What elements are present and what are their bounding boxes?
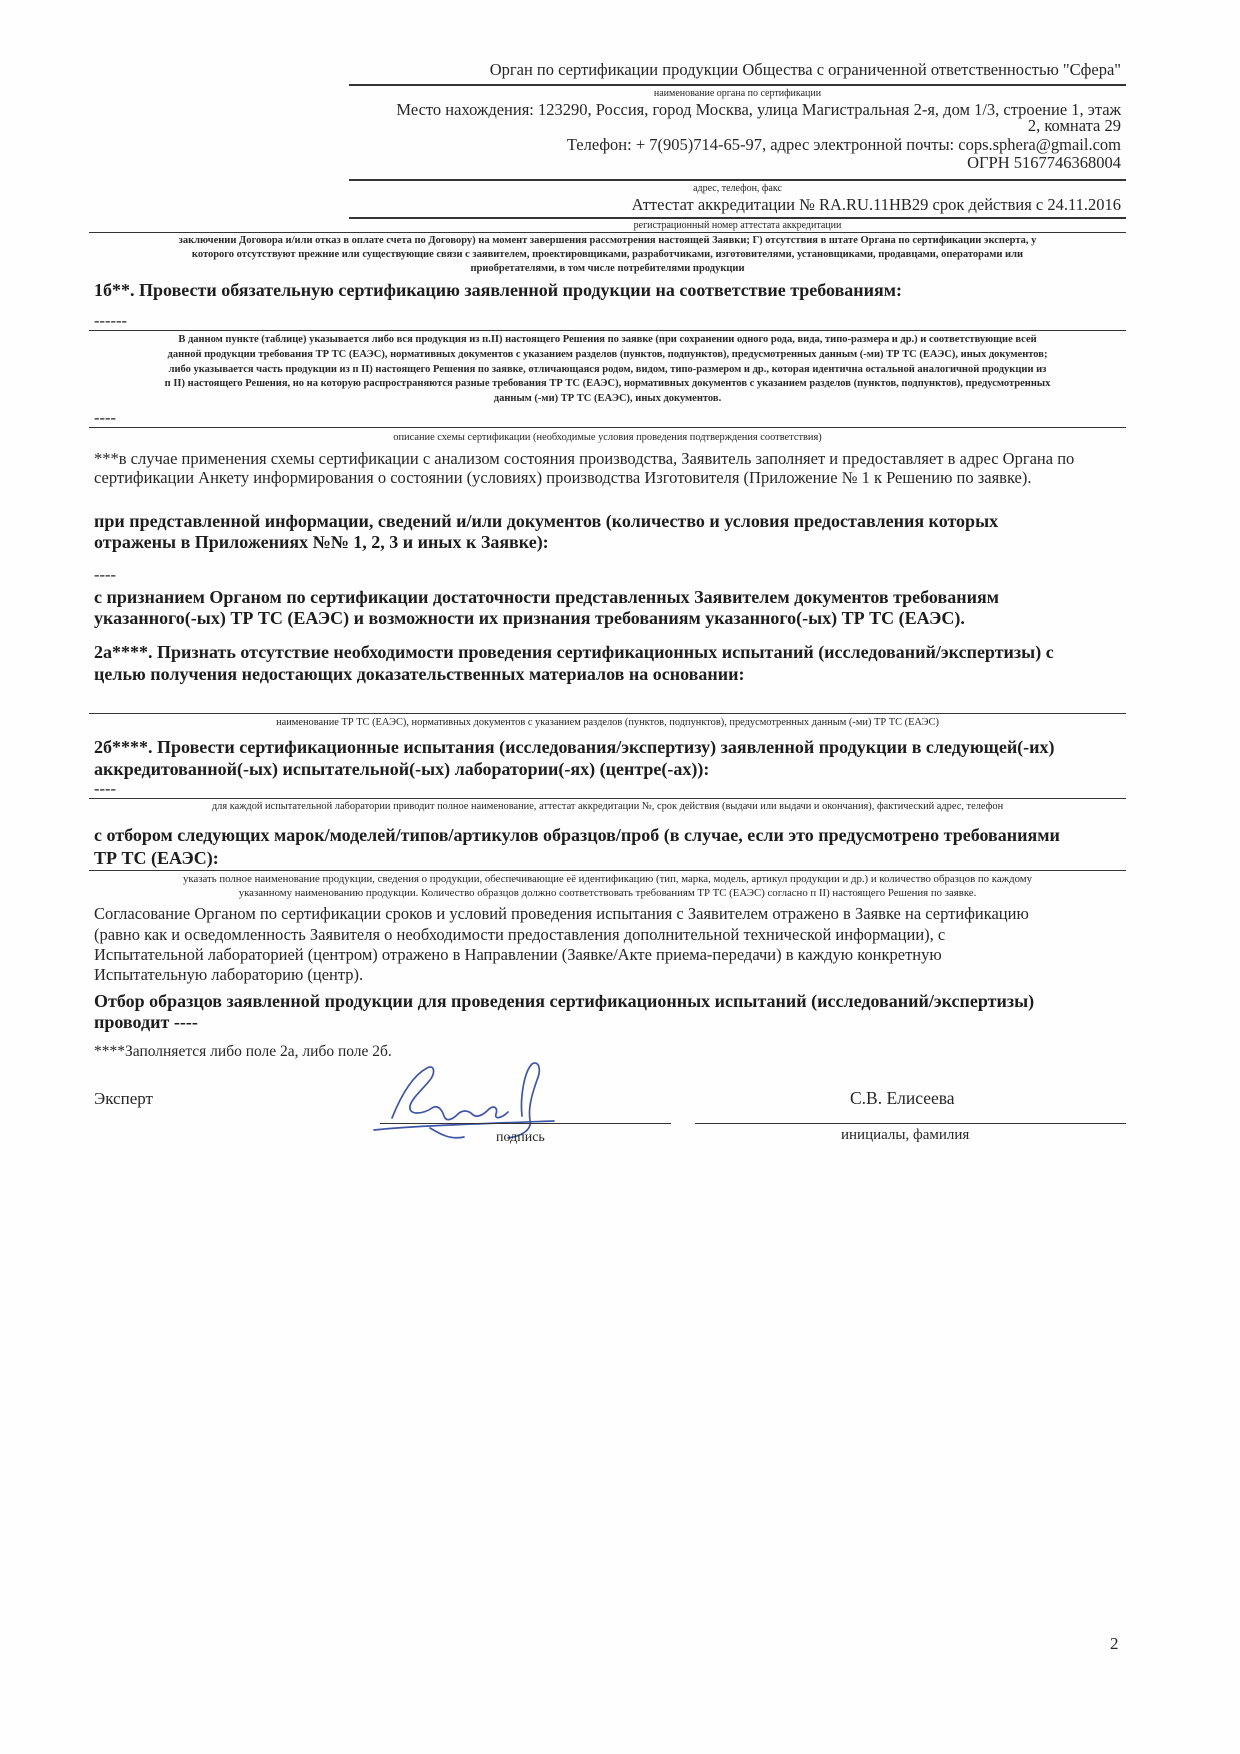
sampling-line: с отбором следующих марок/моделей/типов/артикулов образцов/проб (в случае, если это предусмотрено требованиями xyxy=(94,825,1060,845)
footnote-4star: ****Заполняется либо поле 2а, либо поле 2б. xyxy=(94,1043,392,1060)
header-divider xyxy=(89,232,1126,233)
accreditation-rule xyxy=(349,217,1126,219)
continuation-note-line: приобретателями, в том числе потребителями продукции xyxy=(470,263,745,274)
signature-stroke xyxy=(430,1128,464,1138)
section-2b-line: 2б****. Провести сертификационные испытания (исследования/экспертизу) заявленной продукции в следующей(-их) xyxy=(94,737,1055,757)
section-1b-note-line: п II) настоящего Решения, но на которую распространяются разные требования ТР ТС (ЕАЭС), нормативных документов с указанием разделов (пунктов, подпунктов), предусмотренных xyxy=(164,378,1051,389)
name-line xyxy=(695,1123,1126,1124)
information-value: ---- xyxy=(94,565,116,584)
section-2b-rule xyxy=(89,798,1126,799)
sampling-line: ТР ТС (ЕАЭС): xyxy=(94,848,219,868)
signature-stroke xyxy=(392,1067,508,1120)
agreement-line: Испытательную лабораторию (центр). xyxy=(94,965,364,984)
section-2b-line: аккредитованной(-ых) испытательной(-ых) лаборатории(-ях) (центре(-ах)): xyxy=(94,759,710,779)
sample-selection-line: проводит ---- xyxy=(94,1012,198,1032)
sampling-caption-line: указать полное наименование продукции, сведения о продукции, обеспечивающие её идентификацию (тип, марка, модель, артикул продукции и др.) и количество образцов по каждому xyxy=(182,873,1033,885)
sample-selection-line: Отбор образцов заявленной продукции для проведения сертификационных испытаний (исследований/экспертизы) xyxy=(94,991,1035,1011)
section-1b-note-line: данной продукции требования ТР ТС (ЕАЭС), нормативных документов с указанием разделов (пунктов, подпунктов), предусмотренных данным (-ми) ТР ТС (ЕАЭС), иных документов; xyxy=(167,349,1048,360)
accreditation-caption: регистрационный номер аттестата аккредитации xyxy=(633,220,842,231)
accreditation-line: Аттестат аккредитации № RA.RU.11НВ29 срок действия с 24.11.2016 xyxy=(631,195,1121,214)
signature-line xyxy=(380,1123,671,1124)
organ-name-rule xyxy=(349,84,1126,86)
agreement-line: (равно как и осведомленность Заявителя о необходимости предоставления дополнительной технической информации), с xyxy=(94,925,946,944)
signer-name: С.В. Елисеева xyxy=(850,1088,955,1108)
sampling-rule xyxy=(89,870,1126,871)
recognition-line: с признанием Органом по сертификации достаточности представленных Заявителем документов требованиям xyxy=(94,587,999,607)
recognition-line: указанного(-ых) ТР ТС (ЕАЭС) и возможности их признания требованиям указанного(-ых) ТР ТС (ЕАЭС). xyxy=(94,608,965,628)
agreement-line: Согласование Органом по сертификации сроков и условий проведения испытания с Заявителем отражено в Заявке на сертификацию xyxy=(94,904,1029,923)
address-line-2: 2, комната 29 xyxy=(1027,116,1121,135)
continuation-note-line: заключении Договора и/или отказ в оплате счета по Договору) на момент завершения рассмотрения настоящей Заявки; Г) отсутствия в штате Органа по сертификации эксперта, у xyxy=(178,235,1037,246)
section-1b-note-line: данным (-ми) ТР ТС (ЕАЭС), иных документов. xyxy=(493,393,722,404)
section-1b-note-line: либо указывается часть продукции из п II) настоящего Решения по заявке, отличающаяся родом, видом, типо-размером и др., которая идентична остальной аналогичной продукции из xyxy=(168,364,1047,375)
section-2b-caption: для каждой испытательной лаборатории приводит полное наименование, аттестат аккредитации №, срок действия (выдачи или выдачи и окончания), фактический адрес, телефон xyxy=(211,801,1004,812)
section-2a-caption: наименование ТР ТС (ЕАЭС), нормативных документов с указанием разделов (пунктов, подпунктов), предусмотренных данным (-ми) ТР ТС (ЕАЭС) xyxy=(276,717,939,728)
section-2a-line: целью получения недостающих доказательственных материалов на основании: xyxy=(94,664,745,684)
address-caption: адрес, телефон, факс xyxy=(693,183,782,194)
section-1b-value: ------ xyxy=(94,311,127,330)
section-1b-title: 1б**. Провести обязательную сертификацию заявленной продукции на соответствие требованиям: xyxy=(94,280,903,300)
continuation-note-line: которого отсутствуют прежние или существующие связи с заявителем, проектировщиками, разработчиками, изготовителями, установщиками, продавцами, операторами или xyxy=(191,249,1024,260)
scheme-caption: описание схемы сертификации (необходимые условия проведения подтверждения соответствия) xyxy=(393,432,822,443)
footnote-3star-line: сертификации Анкету информирования о состоянии (условиях) производства Изготовителя (Приложение № 1 к Решению по заявке). xyxy=(94,468,1032,487)
scheme-rule xyxy=(89,427,1126,428)
agreement-line: Испытательной лабораторией (центром) отражено в Направлении (Заявке/Акте приема-передачи) в каждую конкретную xyxy=(94,945,942,964)
section-1b-rule xyxy=(89,330,1126,331)
page-number: 2 xyxy=(1110,1634,1119,1653)
contact-line: Телефон: + 7(905)714-65-97, адрес электронной почты: cops.sphera@gmail.com xyxy=(566,135,1121,154)
signer-role: Эксперт xyxy=(94,1089,153,1108)
section-2a-line: 2а****. Признать отсутствие необходимости проведения сертификационных испытаний (исследований/экспертизы) с xyxy=(94,642,1054,662)
organ-name-caption: наименование органа по сертификации xyxy=(653,88,822,99)
section-1b-note-line: В данном пункте (таблице) указывается либо вся продукция из п.II) настоящего Решения по заявке (при сохранении одного рода, вида, типо-размера и др.) и соответствующие всей xyxy=(178,334,1037,345)
signature-caption: подпись xyxy=(496,1130,545,1145)
ogrn: ОГРН 5167746368004 xyxy=(967,153,1121,172)
information-line: отражены в Приложениях №№ 1, 2, 3 и иных к Заявке): xyxy=(94,532,549,552)
name-caption: инициалы, фамилия xyxy=(841,1127,970,1143)
information-line: при представленной информации, сведений и/или документов (количество и условия предоставления которых xyxy=(94,511,999,531)
section-2b-value: ---- xyxy=(94,779,116,798)
signature-stroke xyxy=(508,1063,539,1138)
section-2a-rule xyxy=(89,713,1126,714)
footnote-3star-line: ***в случае применения схемы сертификации с анализом состояния производства, Заявитель заполняет и предоставляет в адрес Органа по xyxy=(94,449,1075,468)
organ-name: Орган по сертификации продукции Общества с ограниченной ответственностью "Сфера" xyxy=(489,60,1121,79)
sampling-caption-line: указанному наименованию продукции. Количество образцов должно соответствовать требованиям ТР ТС (ЕАЭС) согласно п II) настоящего Решения по заявке. xyxy=(238,887,977,899)
address-rule xyxy=(349,179,1126,181)
address-line-1: Место нахождения: 123290, Россия, город Москва, улица Магистральная 2-я, дом 1/3, строение 1, этаж xyxy=(396,100,1121,119)
scheme-value: ---- xyxy=(94,408,116,427)
